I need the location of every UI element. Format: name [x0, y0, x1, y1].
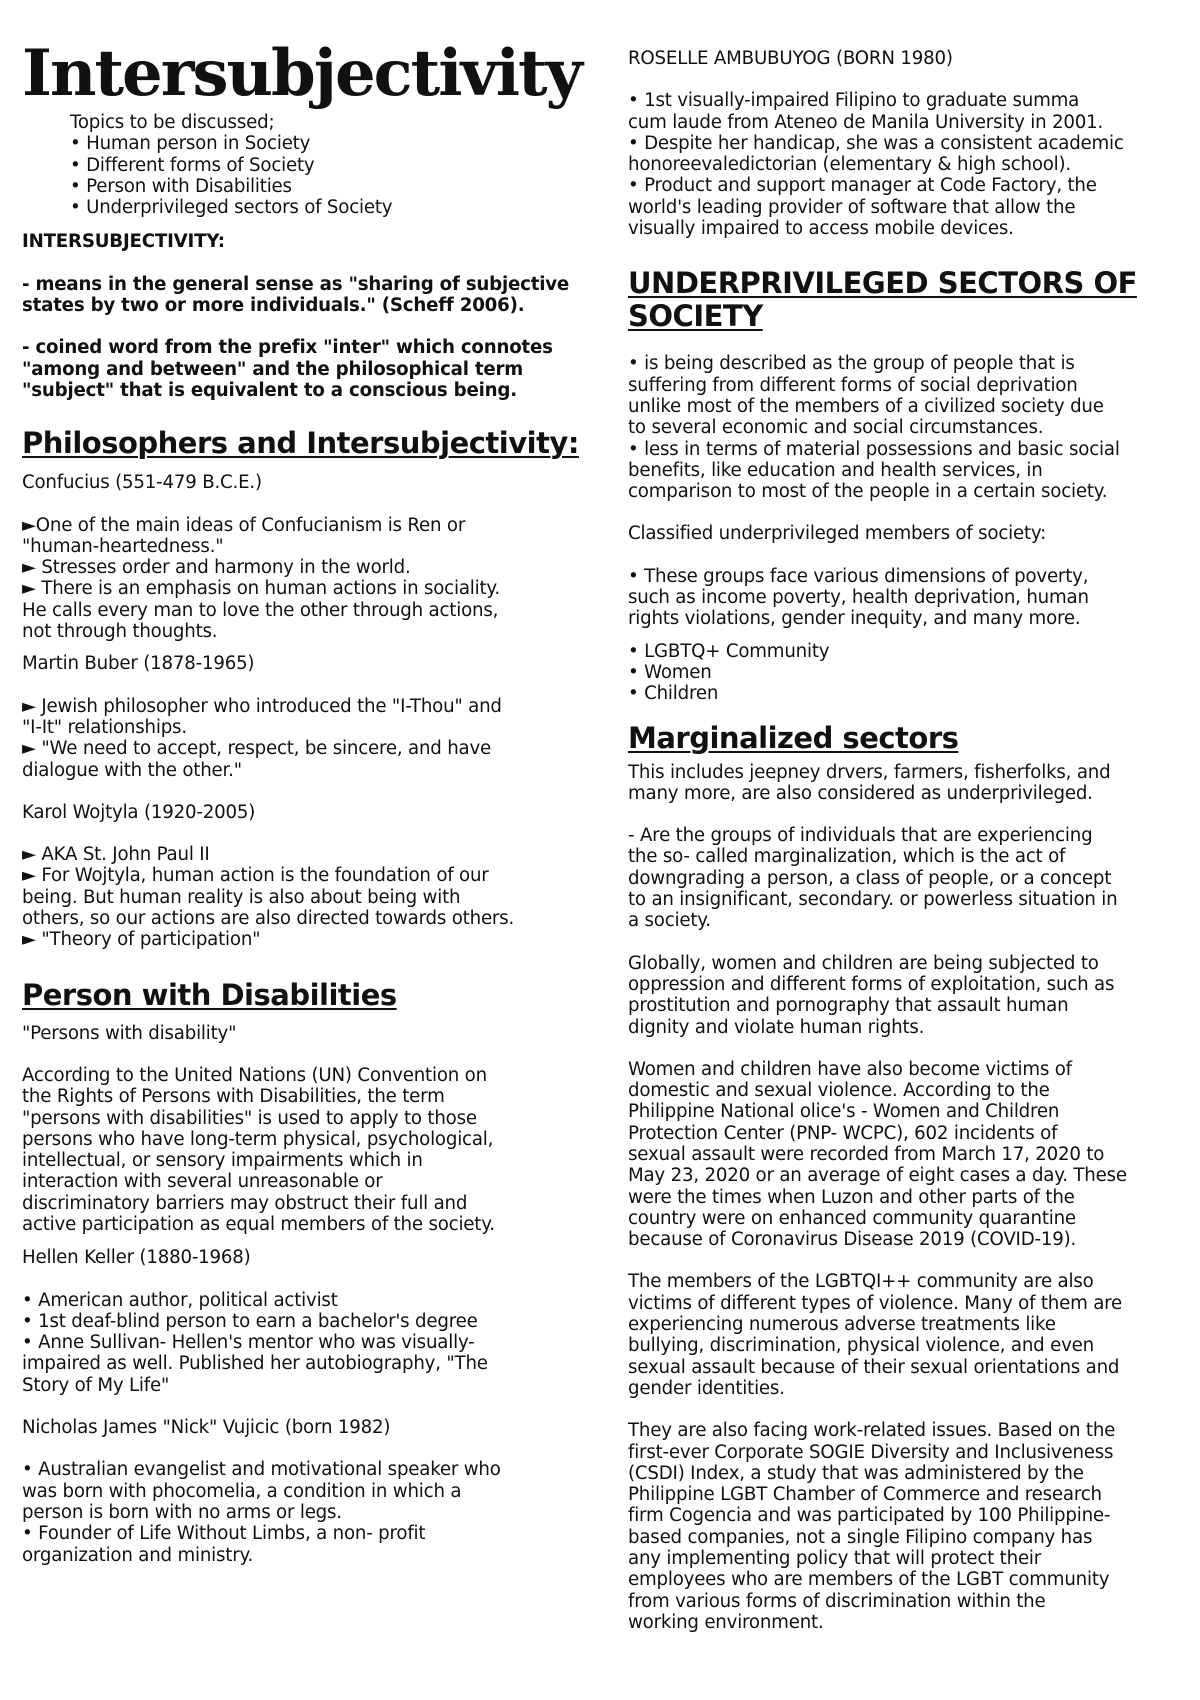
topic-item: • Underprivileged sectors of Society	[70, 197, 393, 219]
marginalized-paragraph-3: Globally, women and children are being subjected to oppression and different forms of exploitation, such as prostitution and pornography that assault human dignity and violate human rights.	[628, 952, 1115, 1038]
buber-notes: ► Jewish philosopher who introduced the "I-Thou" and "I-It" relationships. ► "We need to accept, respect, be sincere, and have dialogue with the other."	[22, 695, 502, 781]
document-title: Intersubjectivity	[22, 36, 581, 111]
list-item: • LGBTQ+ Community	[628, 640, 830, 662]
topics-intro: Topics to be discussed;	[70, 112, 275, 133]
intersubjectivity-definition-2: - coined word from the prefix "inter" which connotes "among and between" and the philosophical term "subject" that is equivalent to a conscious being.	[22, 337, 553, 401]
right-column	[628, 0, 1184, 1633]
marginalized-paragraph-5: The members of the LGBTQI++ community are also victims of different types of violence. Many of them are experiencing numerous adverse treatments like bullying, discrimination, physical violence, and even sexual assault because of their sexual orientations and gender identities.	[628, 1271, 1123, 1399]
topic-item: • Person with Disabilities	[70, 175, 292, 197]
wojtyla-name: Karol Wojtyla (1920-2005)	[22, 801, 256, 823]
underprivileged-description: • is being described as the group of people that is suffering from different forms of social deprivation unlike most of the members of a civilized society due to several economic and social circumstances. • less in terms of material possessions and basic social benefits, like education and health services, in comparison to most of the people in a certain society.	[628, 353, 1120, 503]
marginalized-paragraph-4: Women and children have also become victims of domestic and sexual violence. According to the Philippine National olice's - Women and Children Protection Center (PNP- WCPC), 602 incidents of sexual assault were recorded from March 17, 2020 to May 23, 2020 or an average of eight cases a day. These were the times when Luzon and other parts of the country were on enhanced community quarantine because of Coronavirus Disease 2019 (COVID-19).	[628, 1058, 1127, 1251]
buber-name: Martin Buber (1878-1965)	[22, 653, 255, 675]
marginalized-paragraph-1: This includes jeepney drvers, farmers, fisherfolks, and many more, are also considered as underprivileged.	[628, 761, 1111, 804]
wojtyla-notes: ► AKA St. John Paul II ► For Wojtyla, human action is the foundation of our being. But human reality is also about being with others, so our actions are also directed towards others. ► "Theory of participation"	[22, 844, 515, 951]
topics-list	[22, 112, 582, 218]
confucius-notes: ►One of the main ideas of Confucianism is Ren or "human-heartedness." ► Stresses order and harmony in the world. ► There is an emphasis on human actions in sociality. He calls every man to love the other through actions, not through thoughts.	[22, 514, 500, 643]
ambubuyog-notes: • 1st visually-impaired Filipino to graduate summa cum laude from Ateneo de Manila University in 2001. • Despite her handicap, she was a consistent academic honoreevaledictorian (elementary & high school). • Product and support manager at Code Factory, the world's leading provider of software that allow the visually impaired to access mobile devices.	[628, 90, 1124, 240]
confucius-name: Confucius (551-479 B.C.E.)	[22, 472, 262, 494]
marginalized-paragraph-6: They are also facing work-related issues. Based on the first-ever Corporate SOGIE Diversity and Inclusiveness (CSDI) Index, a study that was administered by the Philippine LGBT Chamber of Commerce and research firm Cogencia and was participated by 100 Philippine- based companies, not a single Filipino company has any implementing policy that will protect their employees who are members of the LGBT community from various forms of discrimination within the working environment.	[628, 1420, 1116, 1633]
philosophers-heading: Philosophers and Intersubjectivity:	[22, 426, 579, 461]
topic-item: • Human person in Society	[70, 133, 311, 155]
disabilities-heading: Person with Disabilities	[22, 977, 397, 1012]
list-item: • Children	[628, 683, 719, 705]
underprivileged-groups-list	[628, 641, 1184, 705]
marginalized-paragraph-2: - Are the groups of individuals that are experiencing the so- called marginalization, which is the act of downgrading a person, a class of people, or a concept to an insignificant, secondary. or powerless situation in a society.	[628, 825, 1118, 932]
classified-members-label: Classified underprivileged members of society:	[628, 523, 1047, 545]
keller-name: Hellen Keller (1880-1968)	[22, 1247, 251, 1269]
intersubjectivity-heading: INTERSUBJECTIVITY:	[22, 231, 225, 253]
vujicic-name: Nicholas James "Nick" Vujicic (born 1982)	[22, 1417, 391, 1439]
disabilities-quote: "Persons with disability"	[22, 1022, 237, 1044]
ambubuyog-name: ROSELLE AMBUBUYOG (BORN 1980)	[628, 48, 953, 69]
un-convention-paragraph: According to the United Nations (UN) Convention on the Rights of Persons with Disabilities, the term "persons with disabilities" is used to apply to those persons who have long-term physical, psychological, intellectual, or sensory impairments which in interaction with several unreasonable or discriminatory barriers may obstruct their full and active participation as equal members of the society.	[22, 1064, 495, 1235]
list-item: • Women	[628, 661, 712, 683]
left-column	[22, 0, 582, 1566]
poverty-dimensions: • These groups face various dimensions of poverty, such as income poverty, health deprivation, human rights violations, gender inequity, and many more.	[628, 565, 1089, 630]
vujicic-notes: • Australian evangelist and motivational speaker who was born with phocomelia, a condition in which a person is born with no arms or legs. • Founder of Life Without Limbs, a non- profit organization and ministry.	[22, 1459, 501, 1566]
topic-item: • Different forms of Society	[70, 154, 315, 176]
underprivileged-heading: UNDERPRIVILEGED SECTORS OF SOCIETY	[628, 266, 1137, 334]
intersubjectivity-definition-1: - means in the general sense as "sharing of subjective states by two or more individuals." (Scheff 2006).	[22, 273, 570, 317]
keller-notes: • American author, political activist • 1st deaf-blind person to earn a bachelor's degree • Anne Sullivan- Hellen's mentor who was visually- impaired as well. Published her autobiography, "The Story of My Life"	[22, 1289, 488, 1396]
marginalized-heading: Marginalized sectors	[628, 720, 959, 755]
